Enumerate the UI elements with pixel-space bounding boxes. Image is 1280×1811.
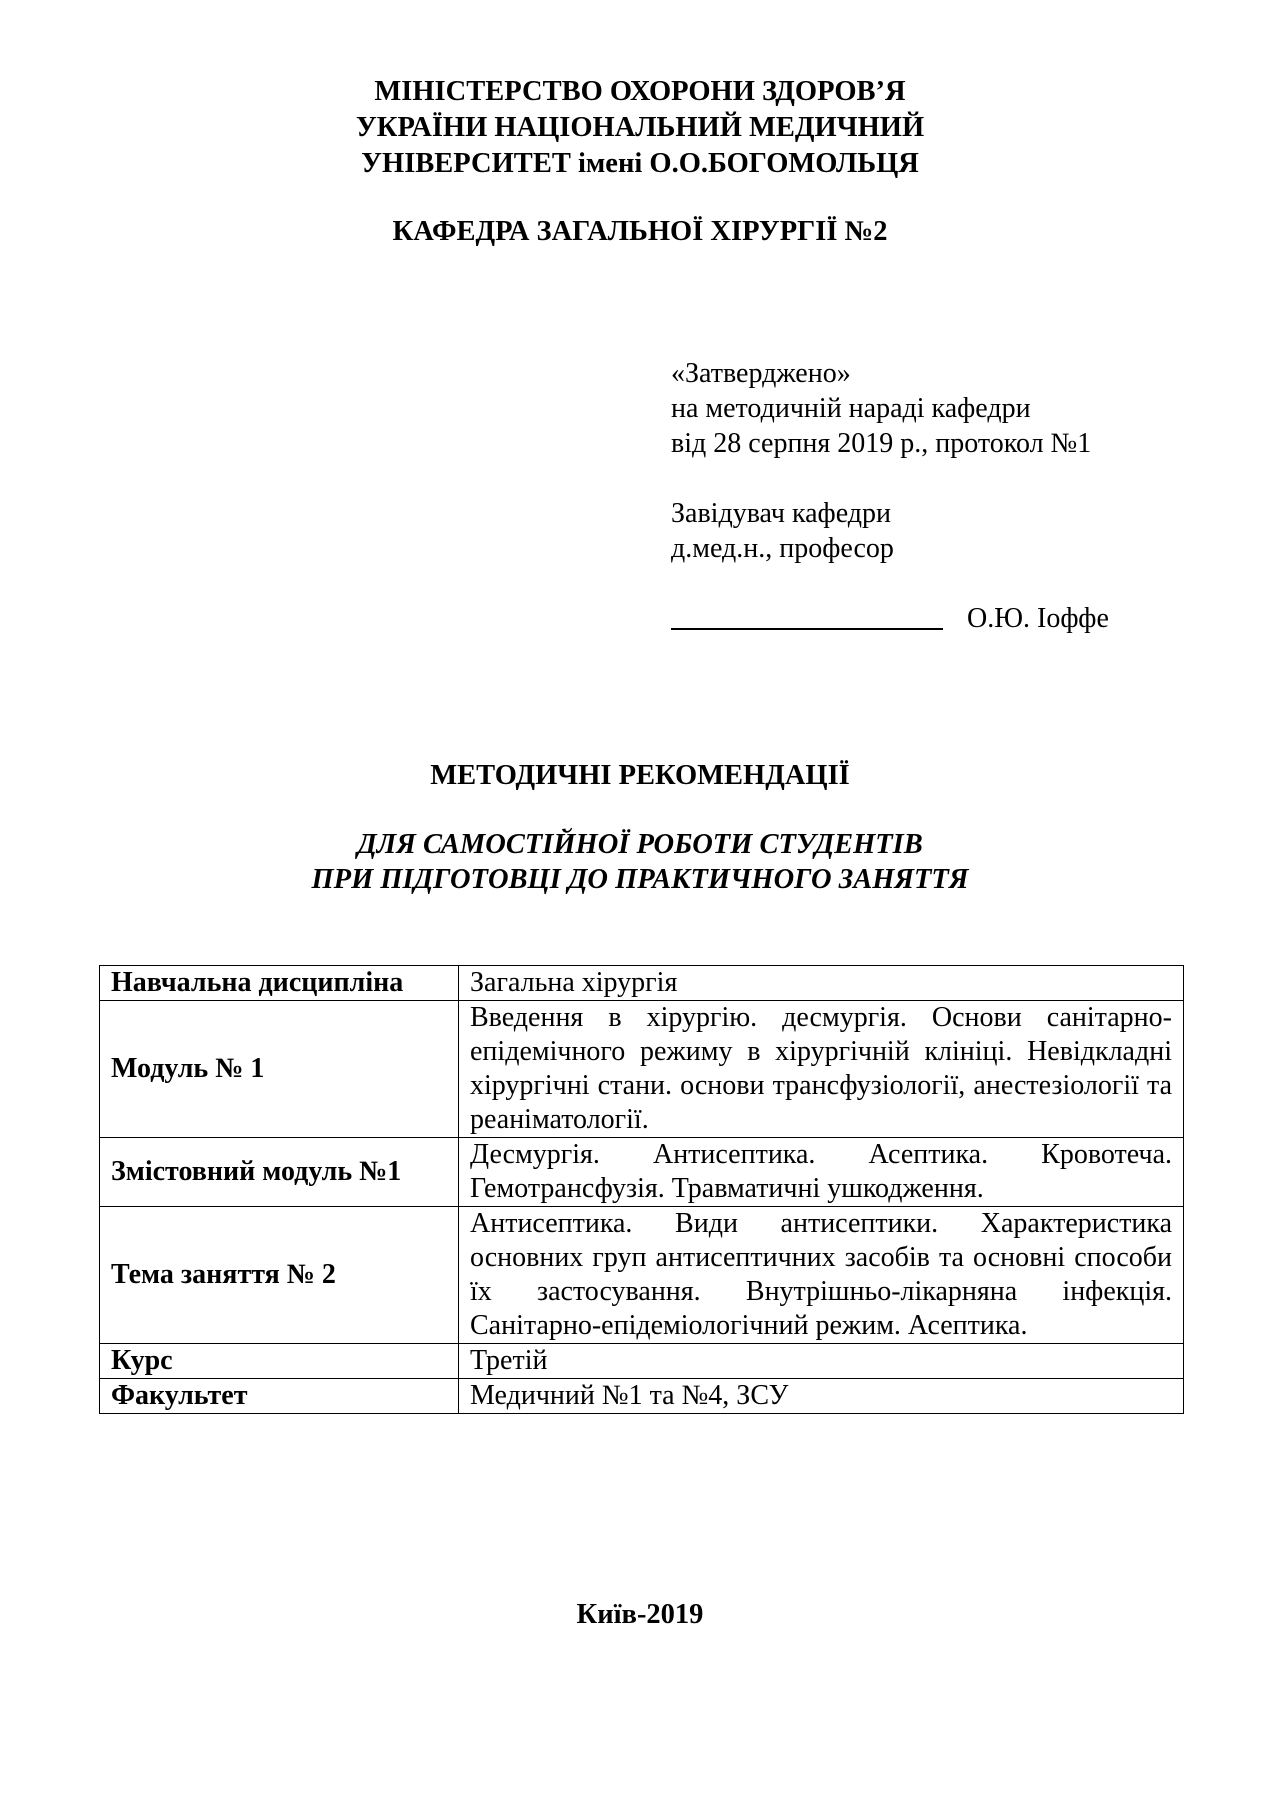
ministry-header — [0, 74, 1280, 182]
head-name: О.Ю. Іоффе — [967, 603, 1109, 634]
row-value: Десмургія. Антисептика. Асептика. Кровотеча. Гемотрансфузія. Травматичні ушкодження. — [459, 1138, 1184, 1207]
table-row — [100, 1379, 1184, 1414]
approved-label: «Затверджено» — [671, 358, 851, 389]
row-value: Загальна хірургія — [459, 966, 1184, 1001]
row-label: Тема заняття № 2 — [100, 1207, 459, 1344]
approval-spacer — [671, 461, 1109, 496]
header-line-1: МІНІСТЕРСТВО ОХОРОНИ ЗДОРОВ’Я — [374, 76, 906, 107]
approval-block — [671, 356, 1109, 636]
row-value: Медичний №1 та №4, ЗСУ — [459, 1379, 1184, 1414]
meeting-line: на методичній нараді кафедри — [671, 393, 1031, 424]
signature-row — [671, 601, 1109, 636]
table-row — [100, 966, 1184, 1001]
row-label: Навчальна дисципліна — [100, 966, 459, 1001]
header-line-3: УНІВЕРСИТЕТ імені О.О.БОГОМОЛЬЦЯ — [361, 148, 919, 179]
row-label: Факультет — [100, 1379, 459, 1414]
head-degree: д.мед.н., професор — [671, 533, 894, 564]
document-title: МЕТОДИЧНІ РЕКОМЕНДАЦІЇ — [430, 760, 850, 791]
header-line-2: УКРАЇНИ НАЦІОНАЛЬНИЙ МЕДИЧНИЙ — [355, 112, 925, 143]
course-info-table — [99, 965, 1184, 1414]
subtitle-line-2: ПРИ ПІДГОТОВЦІ ДО ПРАКТИЧНОГО ЗАНЯТТЯ — [311, 864, 969, 895]
table-row — [100, 1207, 1184, 1344]
row-label: Модуль № 1 — [100, 1001, 459, 1138]
row-value: Введення в хірургію. десмургія. Основи санітарно-епідемічного режиму в хірургічній клініці. Невідкладні хірургічні стани. основи трансфузіології, анестезіології та реаніматології. — [459, 1001, 1184, 1138]
row-label: Курс — [100, 1344, 459, 1379]
date-protocol-line: від 28 серпня 2019 р., протокол №1 — [671, 428, 1092, 459]
department-title: КАФЕДРА ЗАГАЛЬНОЇ ХІРУРГІЇ №2 — [392, 216, 888, 247]
city-year: Київ-2019 — [576, 1599, 704, 1630]
table-row — [100, 1001, 1184, 1138]
signature-line — [671, 602, 943, 630]
table-row — [100, 1344, 1184, 1379]
row-value: Третій — [459, 1344, 1184, 1379]
table-row — [100, 1138, 1184, 1207]
head-position: Завідувач кафедри — [671, 498, 891, 529]
row-label: Змістовний модуль №1 — [100, 1138, 459, 1207]
row-value: Антисептика. Види антисептики. Характеристика основних груп антисептичних засобів та основні способи їх застосування. Внутрішньо-лікарняна інфекція. Санітарно-епідеміологічний режим. Асептика. — [459, 1207, 1184, 1344]
document-subtitle — [0, 827, 1280, 897]
subtitle-line-1: ДЛЯ САМОСТІЙНОЇ РОБОТИ СТУДЕНТІВ — [357, 829, 923, 860]
